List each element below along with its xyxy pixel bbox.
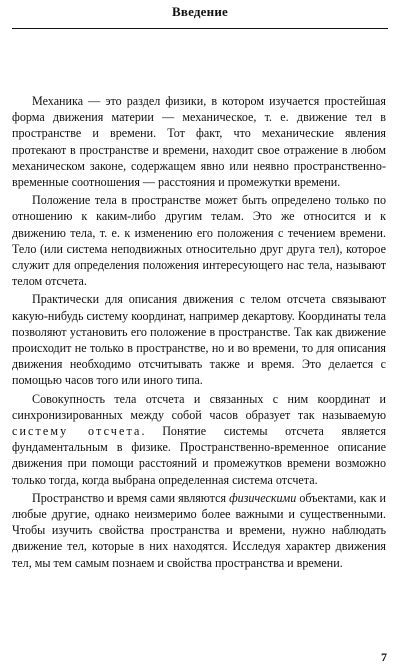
paragraph-3: Практически для описания движения с телом отсчета связывают какую-нибудь систему координат, например декартову. Координаты тела позволяют установить его положение в пространстве. Так как движение происходит не только в пространстве, но и во времени, то для описания движения необходимо отсчитывать также и время. Это делается с помощью часов того или иного типа. [12,292,386,388]
running-header: Введение [172,4,228,19]
main-text [12,93,386,571]
paragraph-1: Механика — это раздел физики, в котором изучается простейшая форма движения материи — механическое, т. е. движение тел в пространстве и времени. Тот факт, что механические явления протекают в пространстве и времени, находит свое отражение в любом механическом законе, содержащем явно или неявно пространственно-временные соотношения — расстояния и промежутки времени. [12,94,386,190]
paragraph-5-text-after: объектами, как и любые другие, однако неизмеримо более важными и существенными. Чтобы изучить свойства пространства и времени, нужно наблюдать движение тел, которые в них находятся. Исследуя характер движения тел, мы тем самым познаем и свойства пространства и времени. [12,490,386,570]
paragraph-4-text-after: . Понятие системы отсчета является фундаментальным в физике. Пространственно-временное описание движения при помощи расстояний и промежутков времени возможно только тогда, когда выбрана определенная система отсчета. [12,424,387,487]
paragraph-2: Положение тела в пространстве может быть определено только по отношению к каким-либо другим телам. Это же относится и к движению тела, т. е. к изменению его положения с течением времени. Тело (или система неподвижных относительно друг друга тел), которое служит для определения положения интересующего нас тела, называют телом отсчета. [12,193,386,289]
header-rule [12,28,388,29]
term-reference-system: систему отсчета [12,424,142,439]
paragraph-5-text-before: Пространство и время сами являются [32,490,230,505]
page-number: 7 [381,650,387,664]
paragraph-4 [12,391,386,488]
paragraph-4-text-before: Совокупность тела отсчета и связанных с ним координат и синхронизированных между собой часов образует так называемую [12,391,386,422]
paragraph-5 [12,490,386,571]
term-physical: физическими [229,490,297,505]
